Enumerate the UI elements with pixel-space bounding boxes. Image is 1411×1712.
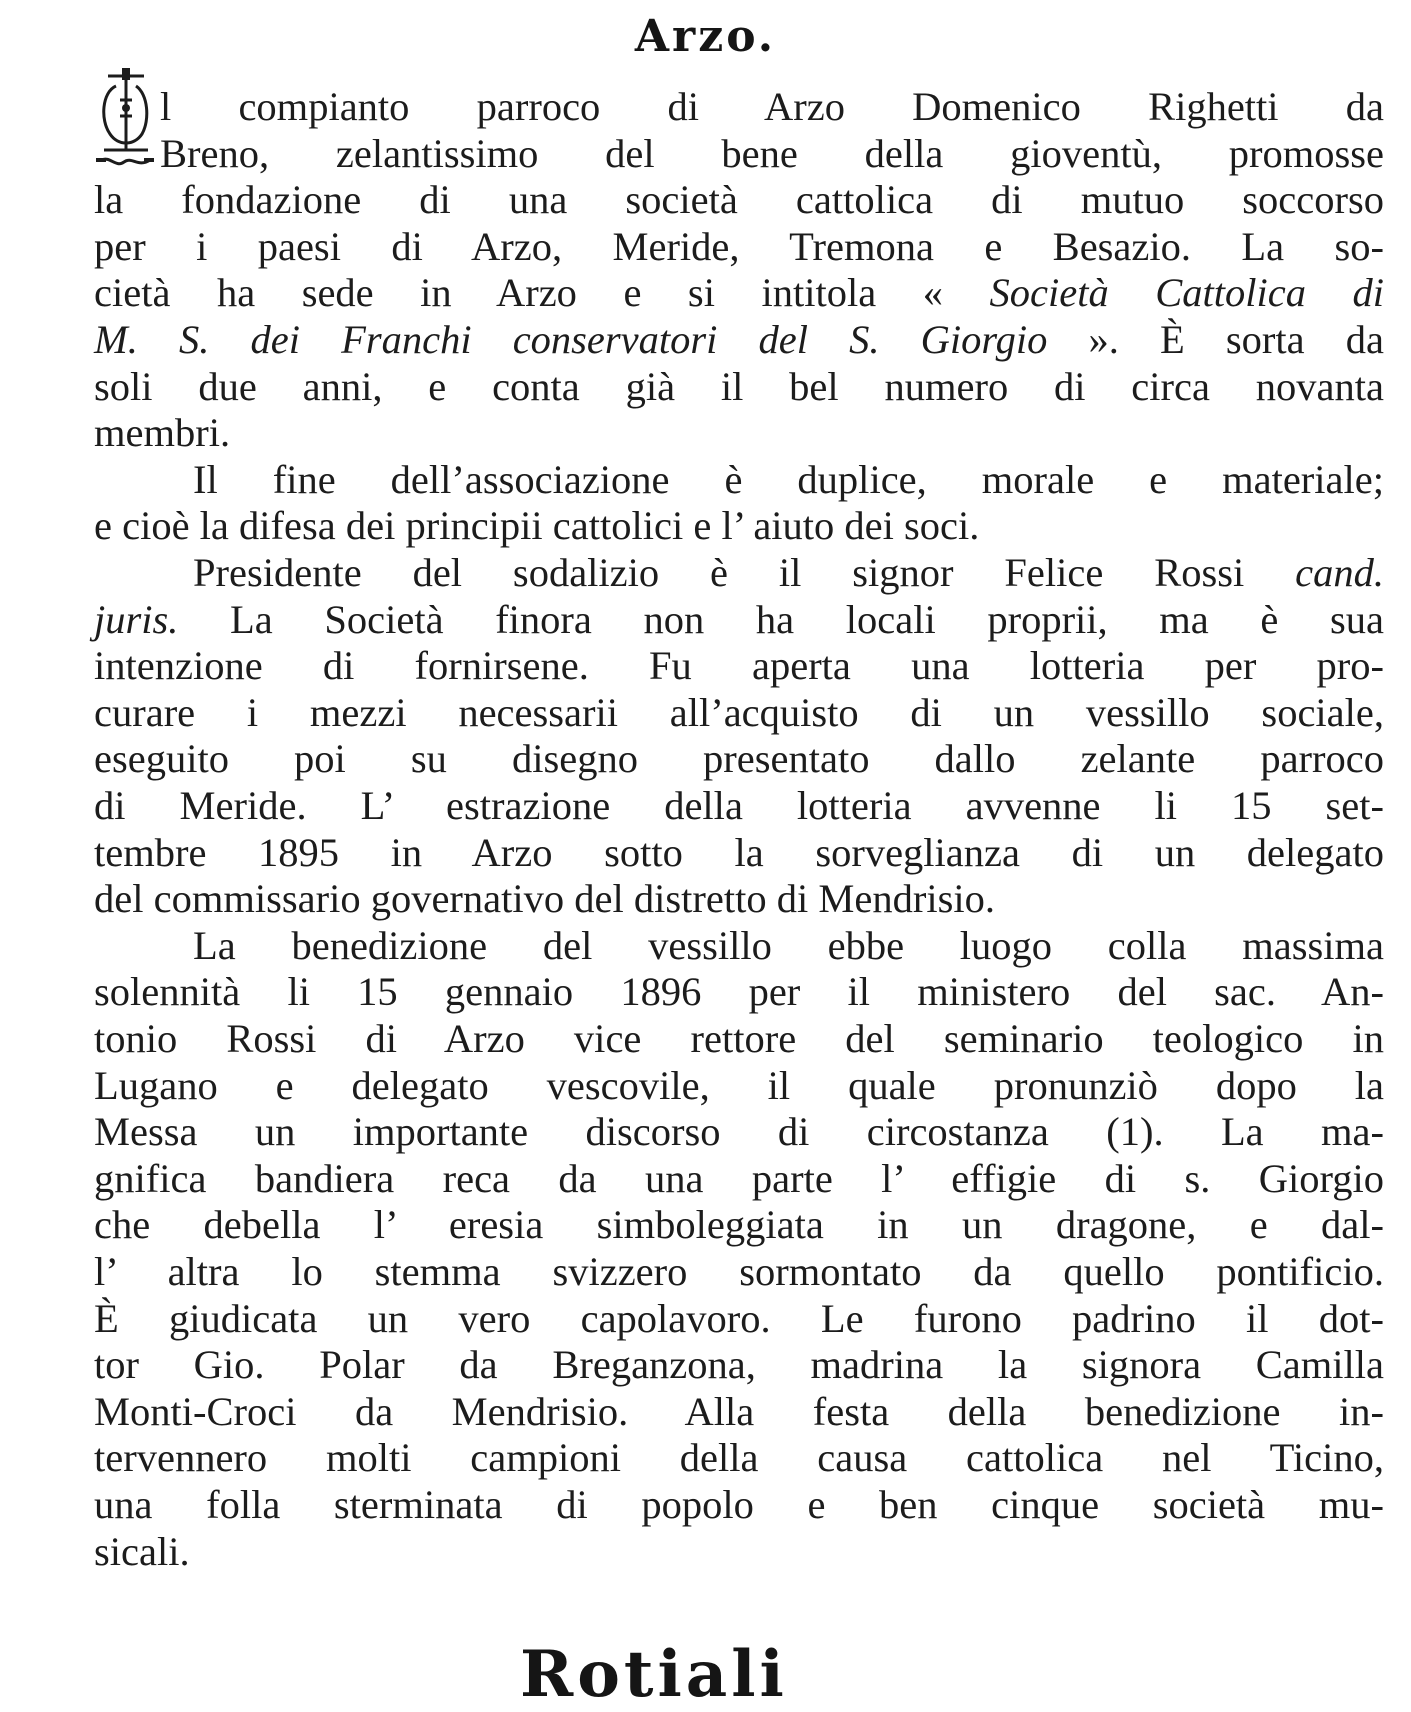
text-line: [94, 501, 1384, 550]
text-line: [94, 874, 1384, 923]
text-line: [94, 1294, 1384, 1343]
text-run: tembre 1895 in Arzo sotto la sorveglianza di un delegato: [94, 829, 1384, 875]
text-run: soli due anni, e conta già il bel numero di circa novanta: [94, 363, 1384, 409]
text-run: la fondazione di una società cattolica di mutuo soccorso: [94, 177, 1384, 223]
text-line: [94, 828, 1384, 877]
text-line: [94, 1061, 1384, 1110]
text-run: Messa un importante discorso di circostanza (1). La ma-: [94, 1109, 1384, 1155]
text-run: gnifica bandiera reca da una parte l’ effigie di s. Giorgio: [94, 1155, 1384, 1201]
text-line: [94, 641, 1384, 690]
text-line: [94, 315, 1384, 364]
text-run: Breno, zelantissimo del bene della gioventù, promosse: [160, 130, 1384, 176]
text-run: membri.: [94, 410, 231, 456]
text-line: [94, 781, 1384, 830]
text-run: per i paesi di Arzo, Meride, Tremona e Besazio. La so-: [94, 223, 1384, 269]
text-line: [160, 82, 1384, 131]
italic-text: Società Cattolica di: [989, 270, 1384, 316]
text-run: La benedizione del vessillo ebbe luogo colla massima: [193, 922, 1384, 968]
text-run: Lugano e delegato vescovile, il quale pronunziò dopo la: [94, 1062, 1384, 1108]
text-line: [94, 1387, 1384, 1436]
text-line: [94, 967, 1384, 1016]
text-line: [94, 1107, 1384, 1156]
text-line: [94, 1154, 1384, 1203]
italic-text: cand.: [1295, 550, 1384, 595]
text-line: [94, 688, 1384, 737]
text-line: [94, 268, 1384, 317]
text-run: Monti-Croci da Mendrisio. Alla festa della benedizione in-: [94, 1388, 1384, 1434]
text-run: La Società finora non ha locali proprii, ma è sua: [178, 596, 1384, 642]
text-run: tor Gio. Polar da Breganzona, madrina la signora Camilla: [94, 1342, 1384, 1388]
text-run: che debella l’ eresia simboleggiata in un dragone, e dal-: [94, 1202, 1384, 1248]
decorative-initial-icon: [94, 68, 156, 178]
text-run: ». È sorta da: [1047, 317, 1384, 362]
text-line: [94, 1527, 1384, 1576]
text-run: l compiantо parroco di Arzo Domenico Righetti da: [160, 84, 1384, 129]
text-run: tervennero molti campioni della causa cattolica nel Ticino,: [94, 1435, 1384, 1481]
text-run: una folla sterminata di popolo e ben cinque società mu-: [94, 1482, 1384, 1527]
text-line: [94, 595, 1384, 644]
text-run: È giudicata un vero capolavoro. Le furono padrino il dot-: [94, 1295, 1384, 1341]
text-run: Il fine dell’associazione è duplice, morale e materiale;: [193, 456, 1384, 502]
italic-text: juris.: [94, 596, 179, 642]
text-line: [94, 1340, 1384, 1389]
text-line: [94, 1247, 1384, 1296]
text-line: [94, 1200, 1384, 1249]
page-title: Arzo.: [634, 11, 777, 62]
text-run: l’ altra lo stemma svizzero sormontato da quello pontificio.: [94, 1249, 1384, 1294]
text-run: tonio Rossi di Arzo vice rettore del seminario teologico in: [94, 1016, 1384, 1061]
text-run: intenzione di fornirsene. Fu aperta una lotteria per pro-: [94, 643, 1384, 689]
text-line: [94, 408, 1384, 457]
text-run: curare i mezzi necessarii all’acquisto di un vessillo sociale,: [94, 689, 1384, 735]
text-line: [94, 1014, 1384, 1063]
italic-text: M. S. dei Franchi conservatori del S. Giorgio: [94, 317, 1048, 362]
text-line: [94, 734, 1384, 783]
text-line: [94, 1433, 1384, 1482]
text-line: [94, 222, 1384, 271]
text-run: del commissario governativo del distretto di Mendrisio.: [94, 876, 995, 922]
text-line: [160, 129, 1384, 178]
text-line: [193, 921, 1384, 970]
next-section-heading: Rotiali: [520, 1637, 788, 1712]
text-run: Presidente del sodalizio è il signor Felice Rossi: [193, 550, 1296, 595]
text-run: cietà ha sede in Arzo e si intitola «: [94, 270, 990, 316]
text-line: [193, 455, 1384, 504]
text-run: di Meride. L’ estrazione della lotteria avvenne li 15 set-: [94, 783, 1384, 828]
text-line: [94, 362, 1384, 411]
text-line: [94, 1480, 1384, 1529]
text-run: eseguito poi su disegno presentato dallo zelante parroco: [94, 736, 1384, 782]
text-line: [193, 548, 1384, 597]
text-run: sicali.: [94, 1528, 190, 1574]
text-run: solennità li 15 gennaio 1896 per il ministero del sac. An-: [94, 969, 1384, 1015]
text-run: e cioè la difesa dei principii cattolici e l’ aiuto dei soci.: [94, 503, 980, 549]
text-line: [94, 175, 1384, 224]
